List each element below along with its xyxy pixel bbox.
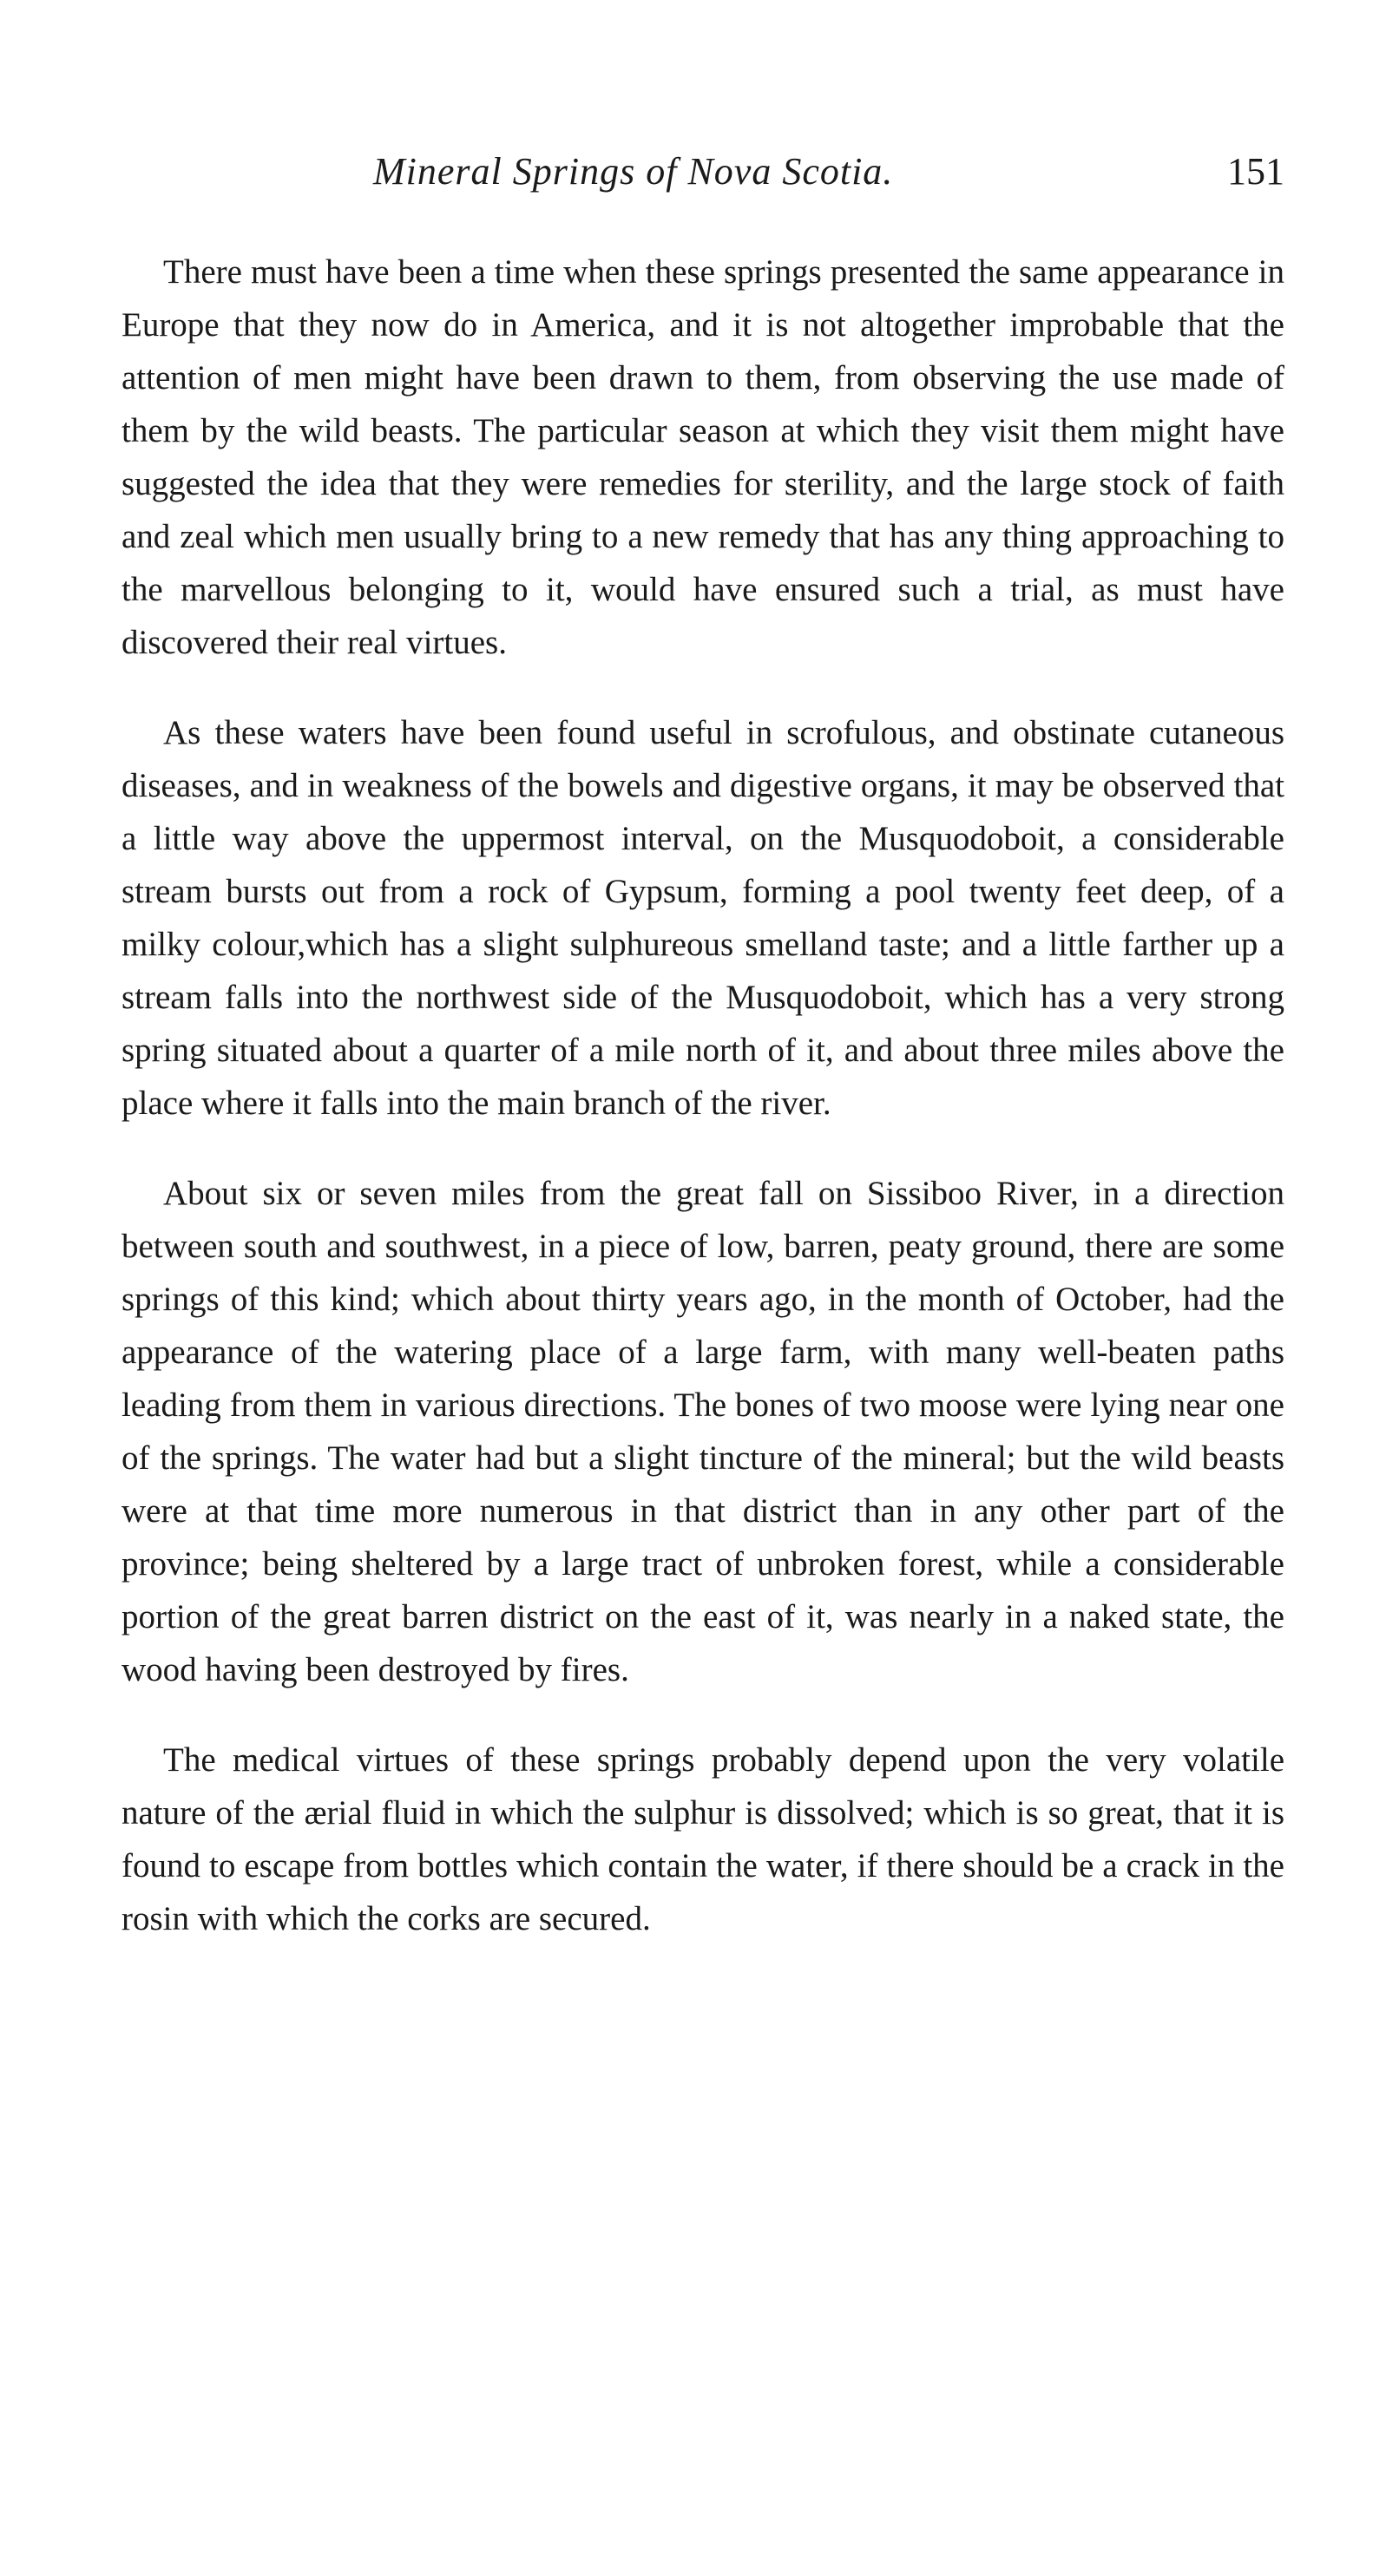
running-title: Mineral Springs of Nova Scotia.: [373, 150, 894, 193]
paragraph: About six or seven miles from the great fall on Sissiboo River, in a direction between south and southwest, in a piece of low, barren, peaty ground, there are some springs of this kind; which about thirty years ago, in the month of October, had the appearance of the watering place of a large farm, with many well-beaten paths leading from them in various directions. The bones of two moose were lying near one of the springs. The water had but a slight tincture of the mineral; but the wild beasts were at that time more numerous in that district than in any other part of the province; being sheltered by a large tract of unbroken forest, while a considerable portion of the great barren district on the east of it, was nearly in a naked state, the wood having been destroyed by fires.: [122, 1175, 1284, 1688]
body-text: [122, 246, 1284, 1983]
paragraph: The medical virtues of these springs probably depend upon the very volatile nature of the ærial fluid in which the sulphur is dissolved; which is so great, that it is found to escape from bottles which contain the water, if there should be a crack in the rosin with which the corks are secured.: [122, 1741, 1284, 1937]
page-header: [122, 149, 1284, 201]
page-number: 151: [1227, 150, 1284, 193]
paragraph: As these waters have been found useful in scrofulous, and obstinate cutaneous diseases, and in weakness of the bowels and digestive organs, it may be observed that a little way above the uppermost interval, on the Musquodoboit, a considerable stream bursts out from a rock of Gypsum, forming a pool twenty feet deep, of a milky colour,which has a slight sulphureous smelland taste; and a little farther up a stream falls into the northwest side of the Musquodoboit, which has a very strong spring situated about a quarter of a mile north of it, and about three miles above the place where it falls into the main branch of the river.: [122, 714, 1284, 1122]
paragraph: There must have been a time when these springs presented the same appearance in Europe that they now do in America, and it is not altogether improbable that the attention of men might have been drawn to them, from observing the use made of them by the wild beasts. The particular season at which they visit them might have suggested the idea that they were remedies for sterility, and the large stock of faith and zeal which men usually bring to a new remedy that has any thing approaching to the marvellous belonging to it, would have ensured such a trial, as must have discovered their real virtues.: [122, 253, 1284, 661]
